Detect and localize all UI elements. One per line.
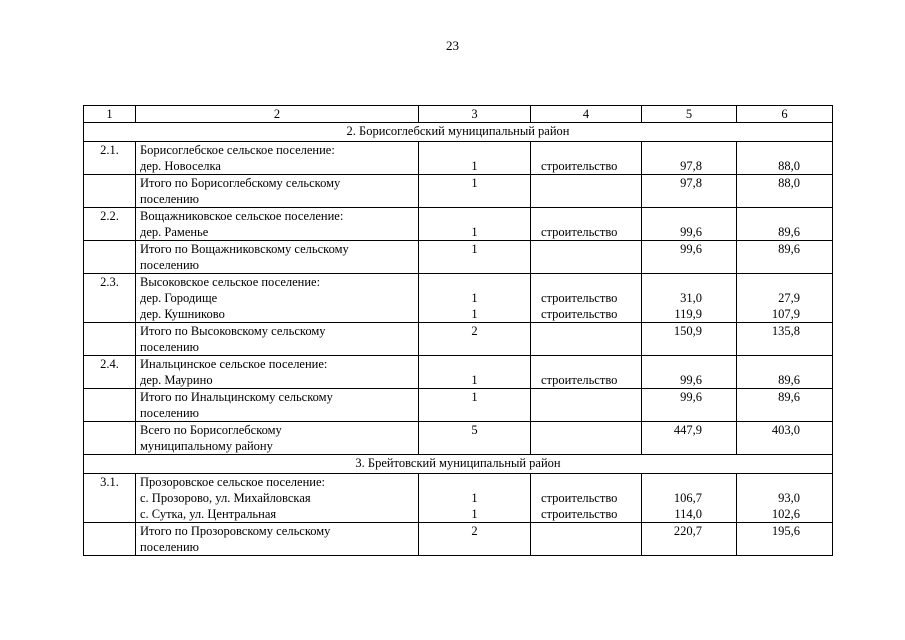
- column-header-4-line: 4: [582, 107, 590, 121]
- item-number-line: 2.1.: [100, 143, 119, 157]
- work-type: [531, 208, 642, 241]
- item-number-empty: [84, 323, 136, 356]
- object-count-line: [423, 474, 526, 490]
- grand-total-label-line: Всего по Борисоглебскому: [140, 423, 282, 437]
- table-row: [84, 356, 833, 389]
- settlement-name: [136, 142, 419, 175]
- work-type-empty: [531, 323, 642, 356]
- value-col6-line: 89,6: [778, 225, 800, 239]
- table-row: [84, 142, 833, 175]
- settlement-name: [136, 274, 419, 323]
- column-header-1-line: 1: [106, 107, 113, 121]
- column-header-5: [642, 106, 737, 123]
- grand-total-col5: [642, 422, 737, 455]
- object-count-line: 1: [471, 491, 478, 505]
- object-count-line: 1: [471, 291, 478, 305]
- total-label: [136, 323, 419, 356]
- header-row: [84, 106, 833, 123]
- object-count: [419, 142, 531, 175]
- total-col6-line: 89,6: [778, 390, 800, 404]
- work-type-line: строительство: [541, 307, 618, 321]
- grand-total-label: [136, 422, 419, 455]
- item-number-empty: [84, 175, 136, 208]
- value-col5-line: [646, 208, 702, 224]
- value-col6-line: 27,9: [778, 291, 800, 305]
- grand-total-label-line: муниципальному району: [140, 439, 273, 453]
- value-col5-line: 119,9: [674, 307, 702, 321]
- total-label: [136, 389, 419, 422]
- column-header-3: [419, 106, 531, 123]
- total-label-line: поселению: [140, 340, 200, 354]
- value-col5: [642, 474, 737, 523]
- value-col6-line: [741, 356, 800, 372]
- settlement-name-line: Прозоровское сельское поселение:: [140, 475, 325, 489]
- work-type-line: [541, 356, 637, 372]
- total-label-line: Итого по Борисоглебскому сельскому: [140, 176, 341, 190]
- object-count: [419, 274, 531, 323]
- settlement-name-line: Инальцинское сельское поселение:: [140, 357, 328, 371]
- value-col6: [737, 142, 833, 175]
- section-title-row: [84, 123, 833, 142]
- value-col5: [642, 274, 737, 323]
- total-label-line: поселению: [140, 540, 200, 554]
- settlement-name-line: дер. Новоселка: [140, 159, 221, 173]
- total-label-line: поселению: [140, 258, 200, 272]
- item-number-line: 3.1.: [100, 475, 119, 489]
- section-title-row: [84, 455, 833, 474]
- item-number-empty: [84, 389, 136, 422]
- value-col6-line: 107,9: [771, 307, 800, 321]
- total-col5-line: 99,6: [680, 390, 702, 404]
- total-col6: [737, 323, 833, 356]
- total-col5: [642, 175, 737, 208]
- total-col5: [642, 389, 737, 422]
- value-col5-line: 31,0: [680, 291, 702, 305]
- value-col6-line: 89,6: [778, 373, 800, 387]
- object-count: [419, 208, 531, 241]
- column-header-3-line: 3: [471, 107, 478, 121]
- settlement-name: [136, 208, 419, 241]
- table-row: [84, 474, 833, 523]
- grand-total-col5-line: 447,9: [673, 423, 702, 437]
- work-type: [531, 356, 642, 389]
- object-count-line: 1: [471, 507, 478, 521]
- total-col5: [642, 241, 737, 274]
- value-col6: [737, 274, 833, 323]
- total-label-line: Итого по Инальцинскому сельскому: [140, 390, 333, 404]
- section-title: [84, 123, 833, 142]
- value-col5-line: 99,6: [680, 225, 702, 239]
- work-type-line: [541, 474, 637, 490]
- work-type-empty: [531, 175, 642, 208]
- item-number-empty: [84, 241, 136, 274]
- settlement-name-line: с. Сутка, ул. Центральная: [140, 507, 277, 521]
- total-col6-line: 135,8: [771, 324, 800, 338]
- column-header-6-line: 6: [781, 107, 788, 121]
- object-count-line: 1: [471, 159, 478, 173]
- settlement-name-line: дер. Раменье: [140, 225, 209, 239]
- work-type-empty: [531, 523, 642, 556]
- settlement-name-line: Борисоглебское сельское поселение:: [140, 143, 335, 157]
- total-col5-line: 150,9: [673, 324, 702, 338]
- total-label: [136, 241, 419, 274]
- value-col5-line: [646, 356, 702, 372]
- value-col6: [737, 474, 833, 523]
- object-count-line: [423, 356, 526, 372]
- total-label: [136, 523, 419, 556]
- value-col5: [642, 356, 737, 389]
- object-count-line: 1: [471, 307, 478, 321]
- work-type-line: строительство: [541, 291, 618, 305]
- page-number: 23: [446, 38, 459, 53]
- total-col6: [737, 175, 833, 208]
- total-row: [84, 323, 833, 356]
- settlement-name-line: Высоковское сельское поселение:: [140, 275, 321, 289]
- column-header-6: [737, 106, 833, 123]
- settlement-name: [136, 474, 419, 523]
- value-col6-line: [741, 208, 800, 224]
- table-row: [84, 208, 833, 241]
- work-type-line: строительство: [541, 507, 618, 521]
- total-row: [84, 389, 833, 422]
- total-count: [419, 323, 531, 356]
- object-count-line: [423, 274, 526, 290]
- item-number: [84, 208, 136, 241]
- section-title-line: 2. Борисоглебский муниципальный район: [346, 124, 570, 138]
- grand-total-count: [419, 422, 531, 455]
- total-label-line: Итого по Прозоровскому сельскому: [140, 524, 331, 538]
- grand-total-count-line: 5: [471, 423, 478, 437]
- total-count: [419, 175, 531, 208]
- value-col5-line: 114,0: [674, 507, 702, 521]
- object-count: [419, 356, 531, 389]
- work-type-line: [541, 274, 637, 290]
- object-count: [419, 474, 531, 523]
- total-col6: [737, 523, 833, 556]
- value-col6: [737, 356, 833, 389]
- work-type-empty: [531, 241, 642, 274]
- column-header-1: [84, 106, 136, 123]
- work-type-empty: [531, 422, 642, 455]
- total-col6-line: 89,6: [778, 242, 800, 256]
- value-col5-line: [646, 274, 702, 290]
- grand-total-col6-line: 403,0: [771, 423, 800, 437]
- total-label-line: поселению: [140, 406, 200, 420]
- total-col5-line: 220,7: [673, 524, 702, 538]
- object-count-line: 1: [471, 225, 478, 239]
- item-number: [84, 356, 136, 389]
- settlement-name-line: Вощажниковское сельское поселение:: [140, 209, 344, 223]
- total-col6: [737, 241, 833, 274]
- total-col6: [737, 389, 833, 422]
- total-count-line: 2: [471, 524, 478, 538]
- work-type-line: строительство: [541, 225, 618, 239]
- total-col6-line: 195,6: [771, 524, 800, 538]
- settlements-table: [83, 105, 833, 556]
- value-col6-line: 93,0: [778, 491, 800, 505]
- item-number: [84, 274, 136, 323]
- column-header-5-line: 5: [685, 107, 693, 121]
- settlement-name-line: дер. Кушниково: [140, 307, 225, 321]
- item-number-line: 2.4.: [100, 357, 119, 371]
- item-number-empty: [84, 422, 136, 455]
- value-col5-line: 106,7: [673, 491, 702, 505]
- total-count-line: 2: [471, 324, 478, 338]
- total-col5-line: 99,6: [680, 242, 702, 256]
- value-col6-line: 102,6: [771, 507, 800, 521]
- item-number-line: 2.3.: [100, 275, 119, 289]
- item-number: [84, 474, 136, 523]
- column-header-2: [136, 106, 419, 123]
- work-type-line: [541, 208, 637, 224]
- settlement-name-line: дер. Городище: [140, 291, 218, 305]
- total-count: [419, 389, 531, 422]
- work-type: [531, 142, 642, 175]
- section-title-line: 3. Брейтовский муниципальный район: [355, 456, 561, 470]
- total-col5: [642, 323, 737, 356]
- value-col6-line: [741, 474, 800, 490]
- value-col6: [737, 208, 833, 241]
- total-row: [84, 241, 833, 274]
- total-label-line: поселению: [140, 192, 200, 206]
- total-col6-line: 88,0: [778, 176, 800, 190]
- value-col5-line: [646, 474, 702, 490]
- work-type-line: [541, 142, 637, 158]
- work-type-empty: [531, 389, 642, 422]
- total-count: [419, 241, 531, 274]
- value-col5: [642, 208, 737, 241]
- value-col5: [642, 142, 737, 175]
- work-type-line: строительство: [541, 491, 618, 505]
- table-row: [84, 274, 833, 323]
- total-row: [84, 523, 833, 556]
- total-count-line: 1: [471, 176, 478, 190]
- value-col6-line: [741, 142, 800, 158]
- total-label: [136, 175, 419, 208]
- total-row: [84, 175, 833, 208]
- settlement-name: [136, 356, 419, 389]
- value-col5-line: 97,8: [680, 159, 702, 173]
- item-number: [84, 142, 136, 175]
- value-col6-line: [741, 274, 800, 290]
- section-title: [84, 455, 833, 474]
- item-number-line: 2.2.: [100, 209, 119, 223]
- work-type-line: строительство: [541, 159, 618, 173]
- object-count-line: 1: [471, 373, 478, 387]
- value-col5-line: 99,6: [680, 373, 702, 387]
- grand-total-row: [84, 422, 833, 455]
- total-count: [419, 523, 531, 556]
- settlement-name-line: дер. Маурино: [140, 373, 213, 387]
- object-count-line: [423, 208, 526, 224]
- value-col6-line: 88,0: [778, 159, 800, 173]
- total-col5-line: 97,8: [680, 176, 702, 190]
- total-count-line: 1: [471, 390, 478, 404]
- column-header-4: [531, 106, 642, 123]
- settlement-name-line: с. Прозорово, ул. Михайловская: [140, 491, 311, 505]
- total-label-line: Итого по Высоковскому сельскому: [140, 324, 326, 338]
- work-type: [531, 274, 642, 323]
- item-number-empty: [84, 523, 136, 556]
- column-header-2-line: 2: [273, 107, 281, 121]
- value-col5-line: [646, 142, 702, 158]
- object-count-line: [423, 142, 526, 158]
- grand-total-col6: [737, 422, 833, 455]
- total-label-line: Итого по Вощажниковскому сельскому: [140, 242, 349, 256]
- total-count-line: 1: [471, 242, 478, 256]
- work-type-line: строительство: [541, 373, 618, 387]
- work-type: [531, 474, 642, 523]
- total-col5: [642, 523, 737, 556]
